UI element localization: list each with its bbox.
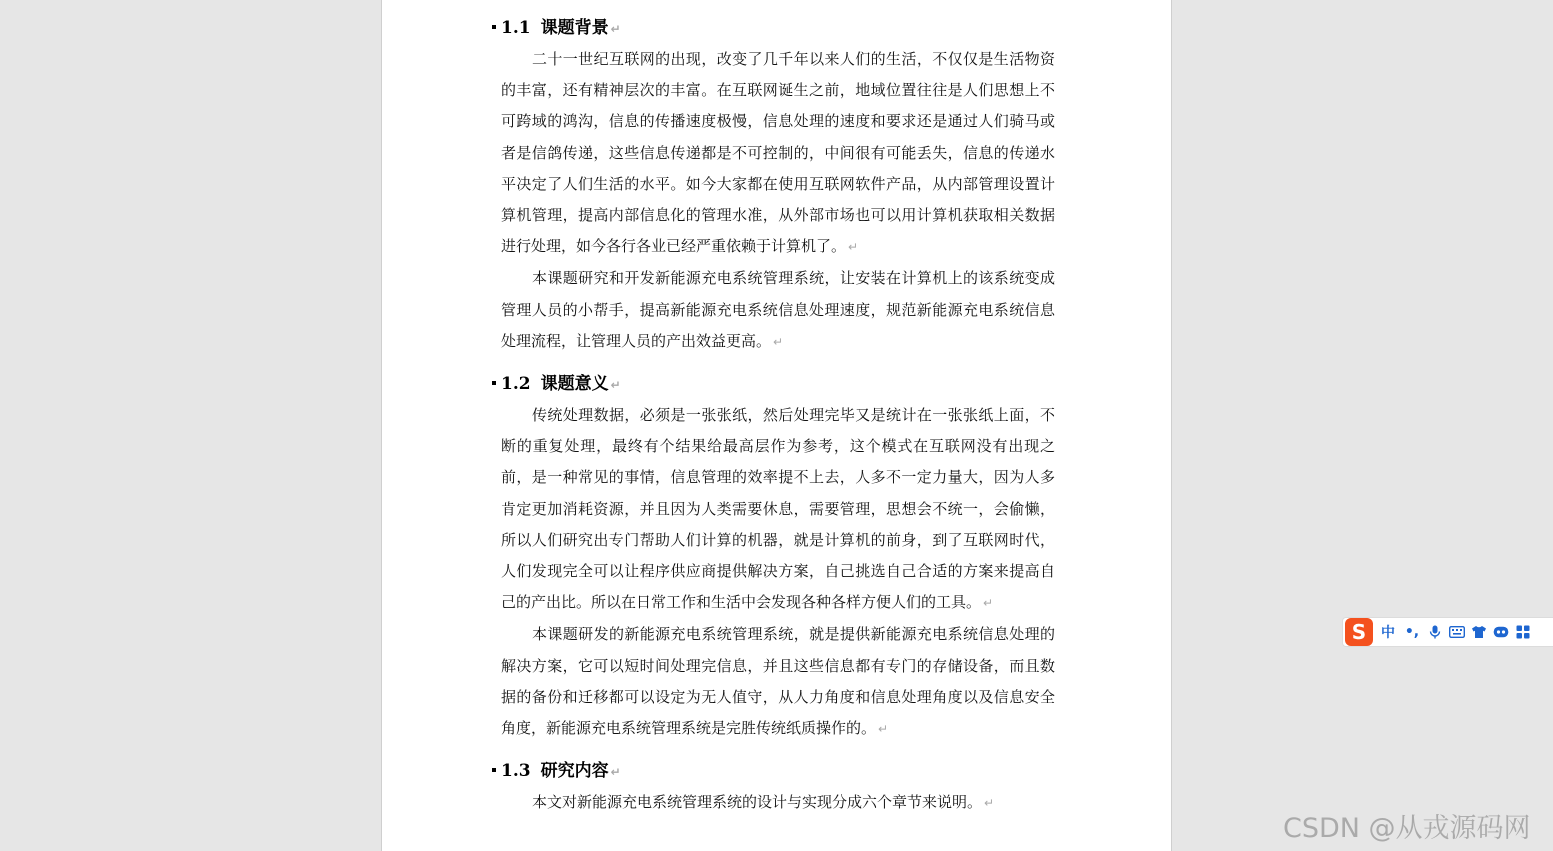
section-heading <box>501 757 1055 785</box>
section-heading <box>501 14 1055 42</box>
emoji-icon[interactable] <box>1493 625 1509 639</box>
document-page <box>381 0 1172 851</box>
sogou-logo-icon[interactable]: S <box>1345 618 1373 646</box>
paragraph-text: 传统处理数据，必须是一张张纸，然后处理完毕又是统计在一张张纸上面，不断的重复处理，最终有个结果给最高层作为参考，这个模式在互联网没有出现之前，是一种常见的事情，信息管理的效率提不上去，人多不一定力量大，因为人多肯定更加消耗资源，并且因为人类需要休息，需要管理，思想会不统一，会偷懒，所以人们研究出专门帮助人们计算的机器，就是计算机的前身，到了互联网时代，人们发现完全可以让程序供应商提供解决方案，自己挑选自己合适的方案来提高自己的产出比。所以在日常工作和生活中会发现各种各样方便人们的工具。 <box>501 406 1055 612</box>
paragraph-mark: ↵ <box>983 596 994 611</box>
toolbox-icon[interactable] <box>1515 625 1531 639</box>
paragraph <box>501 787 1055 819</box>
paragraph-text: 本文对新能源充电系统管理系统的设计与实现分成六个章节来说明。 <box>532 793 983 812</box>
paragraph <box>501 400 1055 619</box>
section-number: 1.3 <box>501 761 531 782</box>
keyboard-icon[interactable] <box>1449 625 1465 639</box>
section-number: 1.1 <box>501 18 531 38</box>
paragraph-text: 二十一世纪互联网的出现，改变了几千年以来人们的生活，不仅仅是生活物资的丰富，还有精神层次的丰富。在互联网诞生之前，地域位置往往是人们思想上不可跨域的鸿沟，信息的传播速度极慢，信息处理的速度和要求还是通过人们骑马或者是信鸽传递，这些信息传递都是不可控制的，中间很有可能丢失，信息的传递水平决定了人们生活的水平。如今大家都在使用互联网软件产品，从内部管理设置计算机管理，提高内部信息化的管理水准，从外部市场也可以用计算机获取相关数据进行处理，如今各行各业已经严重依赖于计算机了。 <box>501 50 1055 256</box>
document-body <box>501 14 1055 819</box>
section-title: 课题意义 <box>540 374 609 395</box>
paragraph-mark: ↵ <box>610 765 621 780</box>
ime-mode-toggle[interactable]: 中 <box>1381 625 1395 641</box>
section-title: 研究内容 <box>540 761 609 782</box>
paragraph-text: 本课题研究和开发新能源充电系统管理系统，让安装在计算机上的该系统变成管理人员的小帮手，提高新能源充电系统信息处理速度，规范新能源充电系统信息处理流程，让管理人员的产出效益更高。 <box>501 269 1055 350</box>
watermark: CSDN @从戎源码网 <box>1283 813 1531 844</box>
microphone-icon[interactable] <box>1427 625 1443 639</box>
paragraph-mark: ↵ <box>878 722 889 737</box>
paragraph-mark: ↵ <box>773 334 784 349</box>
section-number: 1.2 <box>501 374 531 395</box>
paragraph <box>501 619 1055 745</box>
paragraph <box>501 44 1055 263</box>
ime-toolbar[interactable] <box>1342 617 1553 647</box>
heading-bullet <box>492 381 496 385</box>
paragraph <box>501 263 1055 358</box>
paragraph-mark: ↵ <box>984 796 995 811</box>
paragraph-mark: ↵ <box>610 22 621 36</box>
section-heading <box>501 370 1055 398</box>
skin-icon[interactable] <box>1471 625 1487 639</box>
paragraph-mark: ↵ <box>610 378 621 393</box>
heading-bullet <box>492 768 496 772</box>
paragraph-mark: ↵ <box>848 240 859 255</box>
heading-bullet <box>492 25 496 29</box>
paragraph-text: 本课题研发的新能源充电系统管理系统，就是提供新能源充电系统信息处理的解决方案，它可以短时间处理完信息，并且这些信息都有专门的存储设备，而且数据的备份和迁移都可以设定为无人值守，从人力角度和信息处理角度以及信息安全角度，新能源充电系统管理系统是完胜传统纸质操作的。 <box>501 625 1055 738</box>
section-title: 课题背景 <box>540 18 609 38</box>
punctuation-toggle[interactable]: •, <box>1404 624 1420 640</box>
